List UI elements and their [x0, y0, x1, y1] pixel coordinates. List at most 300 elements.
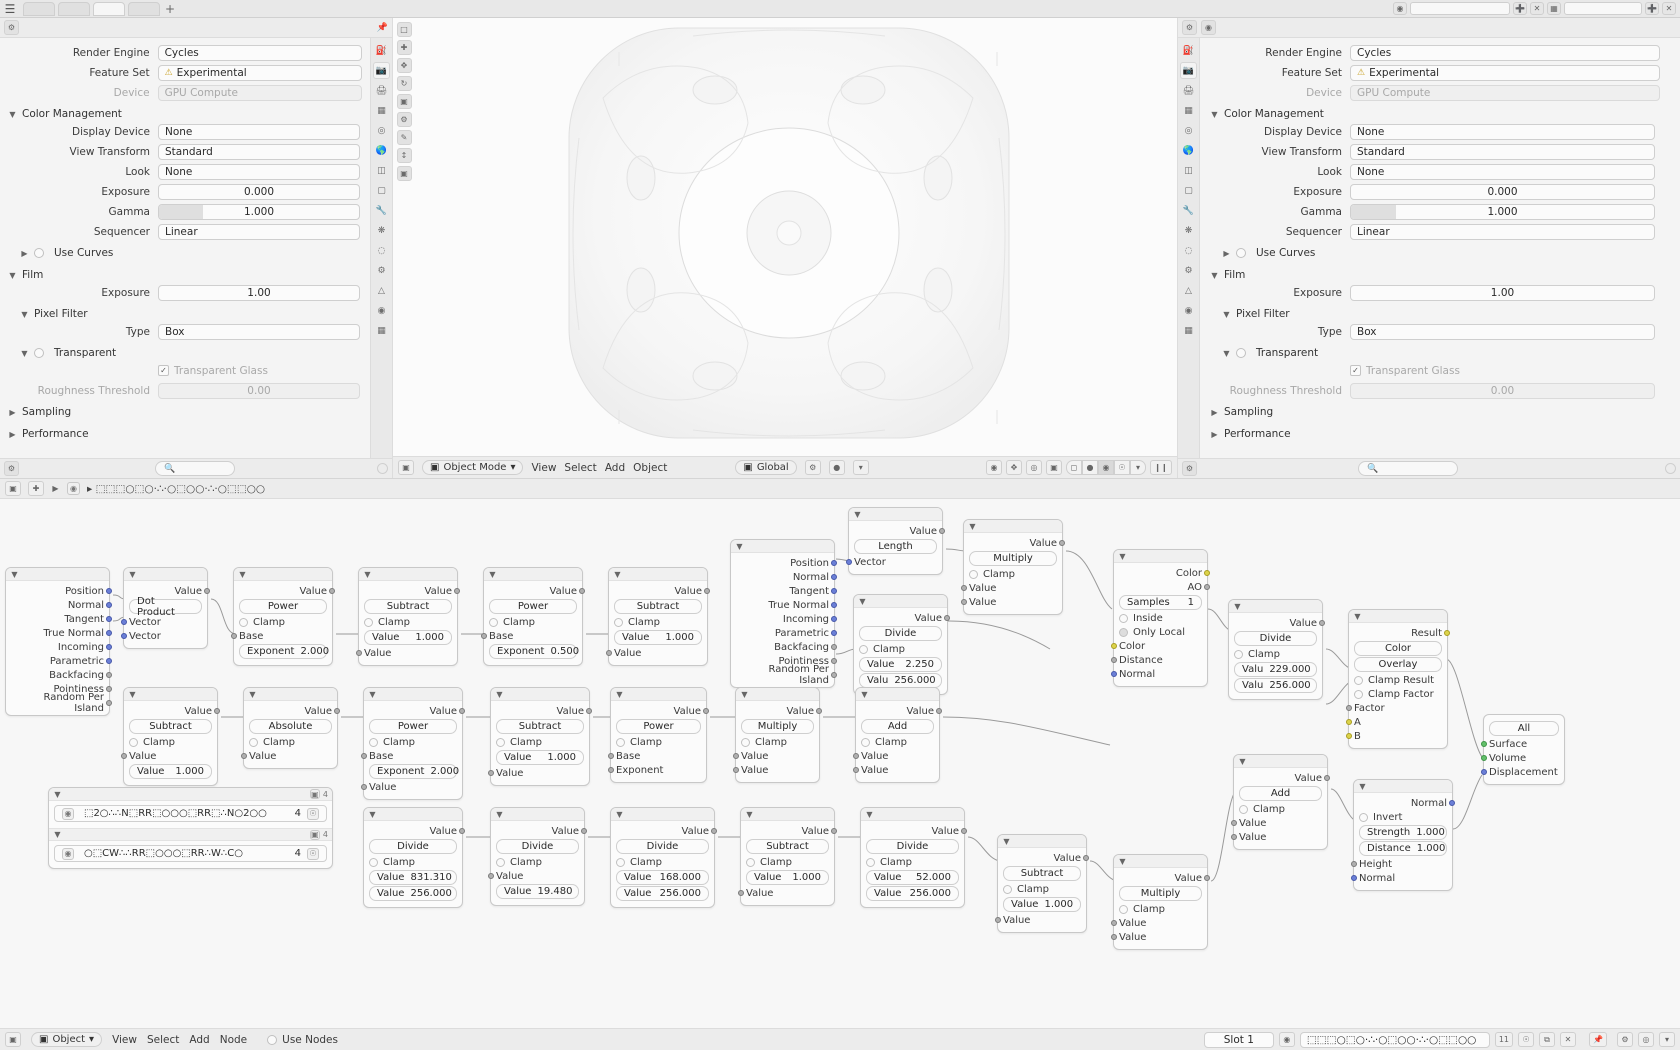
node-header[interactable]: [849, 508, 942, 521]
shading-wireframe-icon[interactable]: ◻: [1066, 460, 1082, 475]
add-workspace-button[interactable]: +: [165, 1, 176, 16]
node-header[interactable]: [964, 520, 1062, 533]
sequencer-dropdown-right[interactable]: [1350, 224, 1655, 240]
workspace-tab-4[interactable]: [128, 2, 160, 16]
operation-dropdown[interactable]: Divide: [369, 839, 457, 854]
operation-dropdown[interactable]: Divide: [616, 839, 709, 854]
node-header[interactable]: [364, 808, 462, 821]
node-math-absolute[interactable]: [243, 687, 338, 769]
tab-view-layer[interactable]: ▦: [377, 105, 386, 116]
tool-move-icon[interactable]: ✥: [397, 58, 412, 73]
operation-dropdown[interactable]: Absolute: [249, 719, 332, 734]
node-menu-select[interactable]: Select: [146, 1033, 180, 1046]
clamp-checkbox[interactable]: Clamp: [489, 615, 577, 629]
viewport-menu-view[interactable]: View: [531, 461, 557, 474]
node-collapse-icon[interactable]: ▼: [746, 809, 753, 819]
node-math-multiply-top[interactable]: [963, 519, 1063, 615]
tab-particles-right[interactable]: ❋: [1184, 225, 1193, 236]
tab-particles[interactable]: ❋: [377, 225, 386, 236]
node-math-divide-831[interactable]: [363, 807, 463, 908]
node-header[interactable]: [1234, 755, 1327, 768]
operation-dropdown[interactable]: Multiply: [741, 719, 814, 734]
clamp-checkbox[interactable]: Clamp: [496, 855, 579, 869]
material-browse-icon[interactable]: ◉: [1279, 1032, 1295, 1047]
node-collapse-icon[interactable]: ▼: [1234, 601, 1241, 611]
operation-dropdown[interactable]: Dot Product: [129, 599, 202, 614]
node-collapse-icon[interactable]: ▼: [11, 569, 18, 579]
image-shield-icon-1[interactable]: ☉: [307, 808, 319, 820]
socket-backfacing[interactable]: Backfacing: [11, 668, 104, 682]
node-collapse-icon[interactable]: ▼: [614, 569, 621, 579]
image-icon[interactable]: ▣: [311, 789, 319, 799]
editor-type-icon-right[interactable]: ⚙: [1182, 20, 1197, 35]
new-scene-icon[interactable]: ➕: [1513, 2, 1527, 15]
node-header[interactable]: [611, 688, 706, 701]
socket-value-in-1[interactable]: Value: [741, 749, 814, 763]
transparent-glass-row-right[interactable]: [1350, 363, 1460, 379]
socket-height-in[interactable]: Height: [1359, 857, 1447, 871]
node-header-2[interactable]: [49, 828, 332, 841]
socket-pointiness[interactable]: Pointiness: [736, 654, 829, 668]
show-overlays-icon[interactable]: ◎: [1026, 460, 1042, 475]
node-math-subtract-4[interactable]: [490, 687, 590, 786]
node-collapse-icon[interactable]: ▼: [1003, 836, 1010, 846]
operation-dropdown[interactable]: Subtract: [496, 719, 584, 734]
tool-add-cube-icon[interactable]: ▣: [397, 166, 412, 181]
value-field-1[interactable]: Valu 229.000: [1234, 662, 1317, 677]
value-field-1[interactable]: Value 831.310: [369, 870, 457, 885]
transparent-glass-checkbox[interactable]: ✓: [158, 365, 169, 376]
clamp-result-checkbox[interactable]: Clamp Result: [1354, 673, 1442, 687]
tab-tool-right[interactable]: ⛽: [1182, 45, 1195, 56]
node-image-texture-group[interactable]: [48, 787, 333, 869]
clamp-checkbox[interactable]: Clamp: [614, 615, 702, 629]
tool-measure-icon[interactable]: ↕: [397, 148, 412, 163]
overlay-node-icon[interactable]: ◎: [1638, 1032, 1654, 1047]
workspace-tab-1[interactable]: [23, 2, 55, 16]
node-header[interactable]: [49, 788, 332, 801]
socket-value-out[interactable]: Value: [364, 584, 452, 598]
tab-render-right[interactable]: 📷: [1180, 62, 1197, 79]
operation-dropdown[interactable]: Subtract: [129, 719, 212, 734]
socket-parametric[interactable]: Parametric: [736, 626, 829, 640]
socket-incoming[interactable]: Incoming: [11, 640, 104, 654]
clamp-checkbox[interactable]: Clamp: [249, 735, 332, 749]
tab-data[interactable]: △: [378, 285, 385, 296]
clamp-checkbox[interactable]: Clamp: [861, 735, 934, 749]
viewport-menu-select[interactable]: Select: [564, 461, 597, 474]
workspace-tab-2[interactable]: [58, 2, 90, 16]
tab-constraints-right[interactable]: ⚙: [1184, 265, 1193, 276]
socket-normal-in[interactable]: Normal: [1359, 871, 1447, 885]
operation-dropdown[interactable]: Add: [861, 719, 934, 734]
samples-field[interactable]: Samples 1: [1119, 595, 1202, 610]
value-field-2[interactable]: Valu 256.000: [859, 673, 942, 688]
value-field-2[interactable]: Value 256.000: [369, 886, 457, 901]
node-collapse-icon[interactable]: ▼: [741, 689, 748, 699]
clamp-checkbox[interactable]: Clamp: [741, 735, 814, 749]
socket-value-in-2[interactable]: Value: [1119, 930, 1202, 944]
tab-world[interactable]: 🌎: [375, 145, 388, 156]
operation-dropdown[interactable]: Add: [1239, 786, 1322, 801]
overlay-options-icon[interactable]: ▾: [1659, 1032, 1675, 1047]
node-collapse-icon[interactable]: ▼: [129, 689, 136, 699]
material-name-field[interactable]: [1300, 1032, 1490, 1048]
socket-vector-in[interactable]: Vector: [854, 555, 937, 569]
tool-cursor-icon[interactable]: ✚: [397, 40, 412, 55]
clamp-checkbox[interactable]: Clamp: [616, 735, 701, 749]
value-field-2[interactable]: Value 256.000: [866, 886, 959, 901]
operation-dropdown[interactable]: Multiply: [1119, 886, 1202, 901]
socket-value-out[interactable]: Value: [1003, 851, 1081, 865]
socket-value-in[interactable]: Value: [369, 780, 457, 794]
section-film[interactable]: [8, 266, 362, 284]
socket-value-in[interactable]: Value: [496, 869, 579, 883]
only-local-checkbox[interactable]: Only Local: [1119, 625, 1202, 639]
mode-selector[interactable]: [422, 460, 523, 475]
image-datablock-icon-2[interactable]: ◉: [62, 848, 74, 860]
tab-modifiers-right[interactable]: 🔧: [1182, 205, 1195, 216]
proportional-falloff-icon[interactable]: ▾: [853, 460, 869, 475]
section-sampling[interactable]: [8, 403, 362, 421]
snap-toggle-icon[interactable]: ⚙: [805, 460, 821, 475]
clamp-checkbox[interactable]: Clamp: [616, 855, 709, 869]
node-header[interactable]: [854, 595, 947, 608]
use-curves-checkbox-right[interactable]: [1236, 248, 1246, 258]
value-field-1[interactable]: Value 1.000: [129, 764, 212, 779]
editor-type-icon-footer[interactable]: ⚙: [4, 461, 19, 476]
node-collapse-icon[interactable]: ▼: [369, 809, 376, 819]
node-math-add-1[interactable]: [855, 687, 940, 783]
clamp-checkbox[interactable]: Clamp: [1234, 647, 1317, 661]
node-math-subtract-2[interactable]: [608, 567, 708, 666]
node-collapse-icon-2[interactable]: ▼: [54, 830, 61, 839]
node-collapse-icon[interactable]: ▼: [1354, 611, 1361, 621]
node-ambient-occlusion[interactable]: [1113, 549, 1208, 687]
socket-color-in[interactable]: Color: [1119, 639, 1202, 653]
invert-checkbox[interactable]: Invert: [1359, 810, 1447, 824]
tab-collection[interactable]: ◫: [377, 165, 386, 176]
socket-value-in-2[interactable]: Value: [1239, 830, 1322, 844]
socket-normal-out[interactable]: Normal: [1359, 796, 1447, 810]
film-exposure-slider[interactable]: [158, 285, 360, 301]
tab-output-right[interactable]: 🖨: [1182, 85, 1195, 96]
node-collapse-icon[interactable]: ▼: [129, 569, 136, 579]
node-math-subtract-1[interactable]: [358, 567, 458, 666]
socket-value-out[interactable]: Value: [1239, 771, 1322, 785]
node-header[interactable]: [364, 688, 462, 701]
socket-position[interactable]: Position: [11, 584, 104, 598]
scene-icon[interactable]: ◉: [1393, 2, 1407, 15]
socket-vector-in-2[interactable]: Vector: [129, 629, 202, 643]
strength-field[interactable]: Strength 1.000: [1359, 825, 1447, 840]
tab-constraints[interactable]: ⚙: [377, 265, 386, 276]
node-collapse-icon[interactable]: ▼: [859, 596, 866, 606]
tab-output[interactable]: 🖨: [375, 85, 388, 96]
filter-type-dropdown-right[interactable]: [1350, 324, 1655, 340]
node-math-power-3[interactable]: [610, 687, 707, 783]
socket-distance-in[interactable]: Distance: [1119, 653, 1202, 667]
socket-base-in[interactable]: Base: [616, 749, 701, 763]
socket-true-normal[interactable]: True Normal: [11, 626, 104, 640]
node-collapse-icon[interactable]: ▼: [249, 689, 256, 699]
node-collapse-icon[interactable]: ▼: [736, 541, 743, 551]
value-field-1[interactable]: Value 1.000: [1003, 897, 1081, 912]
fake-user-icon[interactable]: ☉: [1518, 1032, 1534, 1047]
filter-type-dropdown[interactable]: [158, 324, 360, 340]
film-exposure-slider-right[interactable]: [1350, 285, 1655, 301]
node-header[interactable]: [1229, 600, 1322, 613]
node-math-divide-2250[interactable]: [853, 594, 948, 695]
socket-volume-in[interactable]: Volume: [1489, 751, 1559, 765]
transparent-glass-checkbox-right[interactable]: ✓: [1350, 365, 1361, 376]
node-header[interactable]: [736, 688, 819, 701]
operation-dropdown[interactable]: Power: [616, 719, 701, 734]
node-math-subtract-3[interactable]: [123, 687, 218, 786]
editor-type-icon-footer-right[interactable]: ⚙: [1182, 461, 1197, 476]
value-field-1[interactable]: Value 2.250: [859, 657, 942, 672]
operation-dropdown[interactable]: Length: [854, 539, 937, 554]
node-collapse-icon[interactable]: ▼: [369, 689, 376, 699]
tab-world-right[interactable]: 🌎: [1182, 145, 1195, 156]
exponent-field[interactable]: Exponent 2.000: [239, 644, 327, 659]
node-header[interactable]: [861, 808, 964, 821]
remove-view-layer-icon[interactable]: ✕: [1662, 2, 1676, 15]
node-math-subtract-6[interactable]: [997, 834, 1087, 933]
socket-value-in[interactable]: Value: [496, 766, 584, 780]
socket-normal[interactable]: Normal: [736, 570, 829, 584]
tab-material[interactable]: ◉: [377, 305, 386, 316]
clamp-checkbox[interactable]: Clamp: [129, 735, 212, 749]
exposure-slider[interactable]: [158, 184, 360, 200]
value-field-2[interactable]: Value 256.000: [616, 886, 709, 901]
node-math-power-2b[interactable]: [363, 687, 463, 800]
editor-type-icon[interactable]: ⚙: [4, 20, 19, 35]
exponent-field[interactable]: Exponent 0.500: [489, 644, 577, 659]
node-mix-overlay[interactable]: [1348, 609, 1448, 749]
socket-ao-out[interactable]: AO: [1119, 580, 1202, 594]
3d-viewport[interactable]: [392, 18, 1178, 478]
pause-render-icon[interactable]: ❙❙: [1150, 460, 1172, 475]
properties-browse-icon-right[interactable]: ◉: [1201, 20, 1216, 35]
image-icon-2[interactable]: ▣: [311, 830, 319, 839]
sequencer-dropdown[interactable]: [158, 224, 360, 240]
material-users-button[interactable]: [1495, 1032, 1513, 1047]
use-nodes-toggle[interactable]: [267, 1032, 338, 1048]
visibility-icon[interactable]: ◉: [986, 460, 1002, 475]
socket-value-out[interactable]: Value: [369, 704, 457, 718]
tab-scene-right[interactable]: ◎: [1184, 125, 1193, 136]
node-collapse-icon[interactable]: ▼: [854, 509, 861, 519]
render-engine-dropdown-right[interactable]: [1350, 45, 1660, 61]
socket-value-in[interactable]: Value: [249, 749, 332, 763]
clamp-checkbox[interactable]: Clamp: [369, 735, 457, 749]
clamp-checkbox[interactable]: Clamp: [1119, 902, 1202, 916]
tab-object[interactable]: ▢: [377, 185, 386, 196]
clamp-checkbox[interactable]: Clamp: [239, 615, 327, 629]
new-view-layer-icon[interactable]: ➕: [1645, 2, 1659, 15]
viewport-menu-add[interactable]: Add: [604, 461, 626, 474]
transparent-glass-row[interactable]: [158, 363, 268, 379]
node-header[interactable]: [491, 808, 584, 821]
scene-field[interactable]: [1410, 2, 1510, 15]
clamp-factor-checkbox[interactable]: Clamp Factor: [1354, 687, 1442, 701]
tab-scene[interactable]: ◎: [377, 125, 386, 136]
operation-dropdown[interactable]: Divide: [859, 626, 942, 641]
node-header[interactable]: [484, 568, 582, 581]
section-color-management-right[interactable]: [1210, 105, 1670, 123]
render-engine-dropdown[interactable]: [158, 45, 362, 61]
socket-value-in-1[interactable]: Value: [861, 749, 934, 763]
value-field-1[interactable]: Value 1.000: [746, 870, 829, 885]
shading-material-icon[interactable]: ◉: [1098, 460, 1114, 475]
node-header[interactable]: [234, 568, 332, 581]
operation-dropdown[interactable]: Subtract: [1003, 866, 1081, 881]
show-gizmo-icon[interactable]: ✥: [1006, 460, 1022, 475]
node-header[interactable]: [124, 688, 217, 701]
socket-vector-in-1[interactable]: Vector: [129, 615, 202, 629]
socket-value-out[interactable]: Value: [616, 824, 709, 838]
socket-normal[interactable]: Normal: [11, 598, 104, 612]
display-device-dropdown-right[interactable]: [1350, 124, 1655, 140]
node-math-power-2[interactable]: [233, 567, 333, 666]
shading-options-icon[interactable]: ▾: [1130, 460, 1146, 475]
tool-rotate-icon[interactable]: ↻: [397, 76, 412, 91]
socket-random-per-island[interactable]: Random Per Island: [736, 668, 829, 682]
section-sampling-right[interactable]: [1210, 403, 1670, 421]
socket-base-in[interactable]: Base: [489, 629, 577, 643]
tab-texture[interactable]: ▦: [377, 325, 386, 336]
operation-dropdown[interactable]: Power: [369, 719, 457, 734]
socket-a-in[interactable]: A: [1354, 715, 1442, 729]
socket-random-per-island[interactable]: Random Per Island: [11, 696, 104, 710]
socket-value-in[interactable]: Value: [1003, 913, 1081, 927]
socket-value-out[interactable]: Value: [861, 704, 934, 718]
transparent-checkbox-right[interactable]: [1236, 348, 1246, 358]
node-add-icon[interactable]: ✚: [28, 481, 44, 496]
clamp-checkbox[interactable]: Clamp: [364, 615, 452, 629]
new-material-icon[interactable]: ⧉: [1539, 1032, 1555, 1047]
data-type-dropdown[interactable]: Color: [1354, 641, 1442, 656]
feature-set-dropdown[interactable]: [158, 65, 362, 81]
socket-result-out[interactable]: Result: [1354, 626, 1442, 640]
socket-value-out[interactable]: Value: [489, 584, 577, 598]
look-dropdown-right[interactable]: [1350, 164, 1655, 180]
tab-physics[interactable]: ◌: [377, 245, 386, 256]
node-collapse-icon[interactable]: ▼: [364, 569, 371, 579]
socket-incoming[interactable]: Incoming: [736, 612, 829, 626]
node-collapse-icon[interactable]: ▼: [1119, 856, 1126, 866]
node-collapse-icon[interactable]: ▼: [239, 569, 246, 579]
distance-field[interactable]: Distance 1.000: [1359, 841, 1447, 856]
socket-normal-in[interactable]: Normal: [1119, 667, 1202, 681]
tool-transform-icon[interactable]: ⚙: [397, 112, 412, 127]
socket-true-normal[interactable]: True Normal: [736, 598, 829, 612]
section-use-curves[interactable]: [20, 244, 362, 262]
tab-physics-right[interactable]: ◌: [1184, 245, 1193, 256]
node-bump[interactable]: [1353, 779, 1453, 891]
socket-value-in-2[interactable]: Value: [969, 595, 1057, 609]
section-performance[interactable]: [8, 425, 362, 443]
socket-value-out[interactable]: Value: [866, 824, 959, 838]
value-field-2[interactable]: Value 19.480: [496, 884, 579, 899]
tab-render[interactable]: 📷: [373, 62, 390, 79]
node-header[interactable]: [611, 808, 714, 821]
socket-exponent-in[interactable]: Exponent: [616, 763, 701, 777]
socket-value-in-2[interactable]: Value: [741, 763, 814, 777]
socket-value-out[interactable]: Value: [496, 704, 584, 718]
socket-base-in[interactable]: Base: [239, 629, 327, 643]
socket-value-out[interactable]: Value: [969, 536, 1057, 550]
unlink-material-icon[interactable]: ✕: [1560, 1032, 1576, 1047]
socket-value-out[interactable]: Value: [1119, 871, 1202, 885]
clamp-checkbox[interactable]: Clamp: [746, 855, 829, 869]
image-datablock-field-1[interactable]: [54, 805, 327, 822]
section-pixel-filter[interactable]: [20, 305, 362, 323]
socket-color-out[interactable]: Color: [1119, 566, 1202, 580]
tab-view-layer-right[interactable]: ▦: [1184, 105, 1193, 116]
socket-b-in[interactable]: B: [1354, 729, 1442, 743]
value-field-1[interactable]: Value 1.000: [496, 750, 584, 765]
clamp-checkbox[interactable]: Clamp: [1239, 802, 1322, 816]
node-collapse-icon[interactable]: ▼: [1239, 756, 1246, 766]
target-dropdown[interactable]: All: [1489, 721, 1559, 736]
section-color-management[interactable]: [8, 105, 362, 123]
socket-value-out[interactable]: Value: [614, 584, 702, 598]
transparent-checkbox[interactable]: [34, 348, 44, 358]
node-collapse-icon[interactable]: ▼: [1119, 551, 1126, 561]
socket-value-out[interactable]: Value: [369, 824, 457, 838]
node-header[interactable]: [998, 835, 1086, 848]
socket-parametric[interactable]: Parametric: [11, 654, 104, 668]
inside-checkbox[interactable]: Inside: [1119, 611, 1202, 625]
use-nodes-radio[interactable]: [267, 1035, 277, 1045]
view-transform-dropdown[interactable]: [158, 144, 360, 160]
options-icon-left[interactable]: [377, 463, 388, 474]
pin-id-icon[interactable]: 📌: [376, 22, 388, 33]
image-datablock-icon[interactable]: ◉: [62, 808, 74, 820]
node-geometry-left[interactable]: [5, 567, 110, 716]
node-math-power-05[interactable]: [483, 567, 583, 666]
node-math-divide-52[interactable]: [860, 807, 965, 908]
node-menu-add[interactable]: Add: [189, 1033, 210, 1046]
section-transparent-right[interactable]: [1222, 344, 1670, 362]
socket-value-in[interactable]: Value: [614, 646, 702, 660]
operation-dropdown[interactable]: Divide: [496, 839, 579, 854]
socket-value-out[interactable]: Value: [249, 704, 332, 718]
socket-value-in-2[interactable]: Value: [861, 763, 934, 777]
value-field-1[interactable]: Value 1.000: [364, 630, 452, 645]
node-collapse-icon[interactable]: ▼: [54, 789, 61, 799]
node-menu-view[interactable]: View: [112, 1033, 137, 1046]
node-header[interactable]: [1114, 550, 1207, 563]
operation-dropdown[interactable]: Subtract: [614, 599, 702, 614]
node-collapse-icon[interactable]: ▼: [496, 809, 503, 819]
tool-annotate-icon[interactable]: ✎: [397, 130, 412, 145]
clamp-checkbox[interactable]: Clamp: [496, 735, 584, 749]
socket-position[interactable]: Position: [736, 556, 829, 570]
workspace-tab-3[interactable]: [93, 2, 125, 16]
tab-data-right[interactable]: △: [1185, 285, 1192, 296]
socket-value-out[interactable]: Value: [741, 704, 814, 718]
tab-modifiers[interactable]: 🔧: [375, 205, 388, 216]
node-math-divide-168[interactable]: [610, 807, 715, 908]
shading-solid-icon[interactable]: ●: [1082, 460, 1098, 475]
tab-object-right[interactable]: ▢: [1184, 185, 1193, 196]
view-layer-icon[interactable]: ▦: [1547, 2, 1561, 15]
socket-value-in[interactable]: Value: [364, 646, 452, 660]
tab-material-right[interactable]: ◉: [1184, 305, 1193, 316]
